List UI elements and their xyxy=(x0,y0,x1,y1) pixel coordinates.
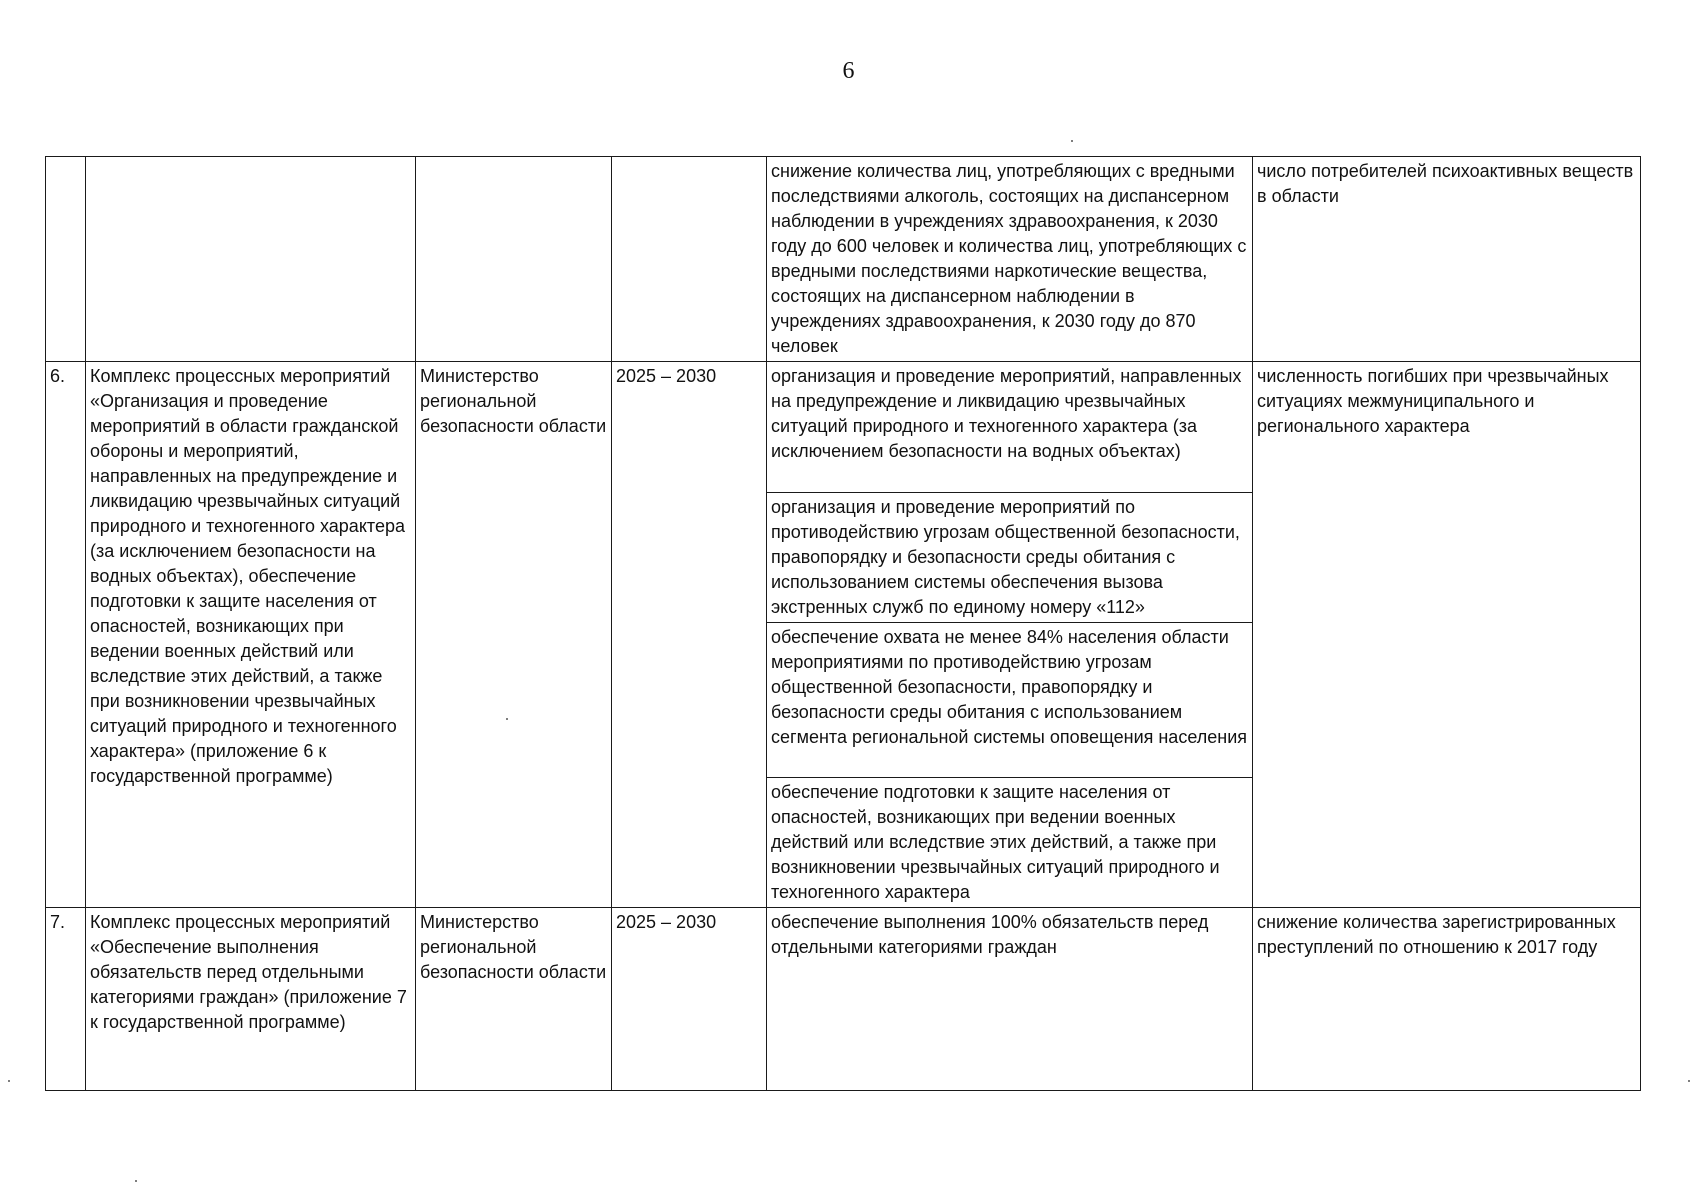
scan-speck xyxy=(1688,1080,1690,1082)
scan-speck xyxy=(1071,140,1073,142)
name-cell: Комплекс процессных мероприятий «Организация и проведение мероприятий в области гражданской обороны и мероприятий, направленных на предупреждение и ликвидацию чрезвычайных ситуаций природного и техногенного характера (за исключением безопасности на водных объектах), обеспечение подготовки к защите населения от опасностей, возникающих при ведении военных действий или вследствие этих действий, а также при возникновении чрезвычайных ситуаций природного и техногенного характера» (приложение 6 к государственной программе) xyxy=(86,362,416,908)
term-cell: 2025 – 2030 xyxy=(612,362,767,908)
term-cell xyxy=(612,157,767,362)
name-cell: Комплекс процессных мероприятий «Обеспечение выполнения обязательств перед отдельными категориями граждан» (приложение 7 к государственной программе) xyxy=(86,908,416,1091)
indicator-cell: снижение количества зарегистрированных преступлений по отношению к 2017 году xyxy=(1253,908,1641,1091)
executor-cell: Министерство региональной безопасности области xyxy=(416,908,612,1091)
table-row xyxy=(46,908,1641,1091)
executor-cell: Министерство региональной безопасности области xyxy=(416,362,612,908)
num-cell: 7. xyxy=(46,908,86,1091)
task-cell: снижение количества лиц, употребляющих с вредными последствиями алкоголь, состоящих на диспансерном наблюдении в учреждениях здравоохранения, к 2030 году до 600 человек и количества лиц, употребляющих с вредными последствиями наркотические вещества, состоящих на диспансерном наблюдении в учреждениях здравоохранения, к 2030 году до 870 человек xyxy=(767,157,1253,362)
page-number: 6 xyxy=(842,58,855,84)
name-cell xyxy=(86,157,416,362)
scan-speck xyxy=(135,1180,137,1182)
indicator-cell: число потребителей психоактивных веществ в области xyxy=(1253,157,1641,362)
task-cell: обеспечение подготовки к защите населения от опасностей, возникающих при ведении военных действий или вследствие этих действий, а также при возникновении чрезвычайных ситуаций природного и техногенного характера xyxy=(767,778,1253,908)
executor-cell xyxy=(416,157,612,362)
task-cell: обеспечение выполнения 100% обязательств перед отдельными категориями граждан xyxy=(767,908,1253,1091)
num-cell xyxy=(46,157,86,362)
indicator-cell: численность погибших при чрезвычайных ситуациях межмуниципального и регионального характера xyxy=(1253,362,1641,908)
term-cell: 2025 – 2030 xyxy=(612,908,767,1091)
task-cell: организация и проведение мероприятий по противодействию угрозам общественной безопасности, правопорядку и безопасности среды обитания с использованием системы обеспечения вызова экстренных служб по единому номеру «112» xyxy=(767,493,1253,623)
scan-speck xyxy=(506,718,508,720)
program-table xyxy=(45,156,1641,1091)
scan-speck xyxy=(8,1080,10,1082)
task-cell: обеспечение охвата не менее 84% населения области мероприятиями по противодействию угрозам общественной безопасности, правопорядку и безопасности среды обитания с использованием сегмента региональной системы оповещения населения xyxy=(767,623,1253,778)
table-row-continuation xyxy=(46,157,1641,362)
table-row xyxy=(46,362,1641,493)
task-cell: организация и проведение мероприятий, направленных на предупреждение и ликвидацию чрезвычайных ситуаций природного и техногенного характера (за исключением безопасности на водных объектах) xyxy=(767,362,1253,493)
num-cell: 6. xyxy=(46,362,86,908)
